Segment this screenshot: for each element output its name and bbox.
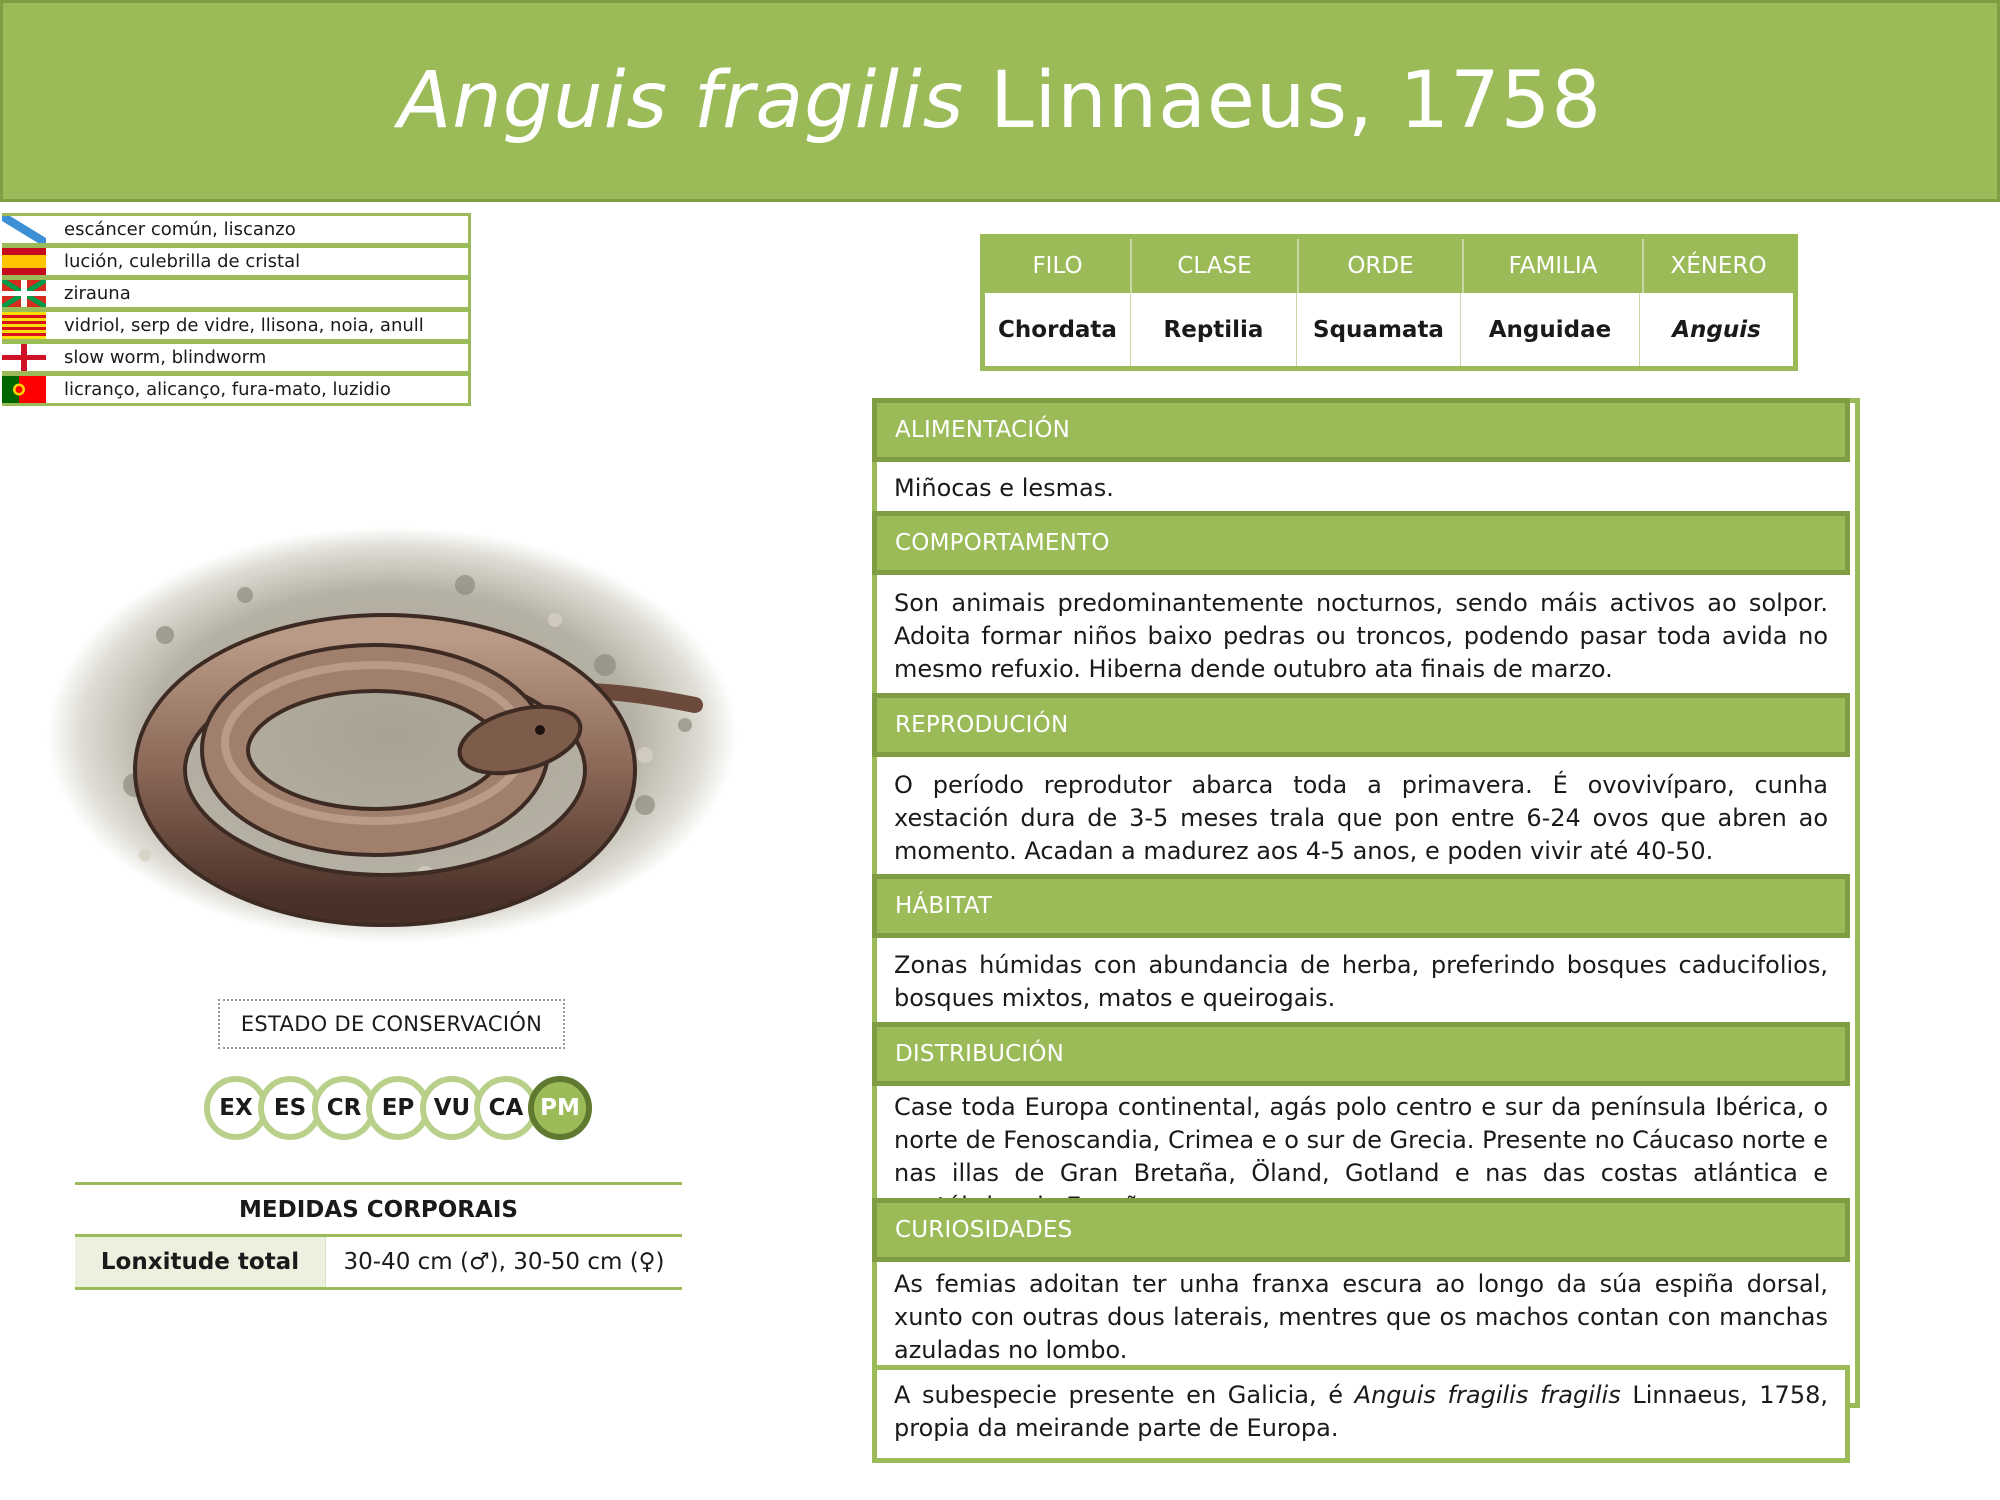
- title-banner: [0, 0, 2000, 202]
- section-header-reproducion: REPRODUCIÓN: [872, 693, 1850, 757]
- basque-flag-icon: [2, 280, 46, 307]
- catalonia-flag-icon: [2, 312, 46, 339]
- section-text-alimentacion: Miñocas e lesmas.: [894, 474, 1114, 502]
- section-header-distribucion: DISTRIBUCIÓN: [872, 1022, 1850, 1086]
- status-badge-cr: CR: [312, 1076, 376, 1140]
- status-badge-vu: VU: [420, 1076, 484, 1140]
- subspecies-name: Anguis fragilis fragilis: [1354, 1381, 1621, 1409]
- section-header-comportamento: COMPORTAMENTO: [872, 511, 1850, 575]
- body-measures-title: MEDIDAS CORPORAIS: [75, 1182, 682, 1234]
- taxonomy-value: Anguidae: [1461, 293, 1640, 366]
- status-badge-ca: CA: [474, 1076, 538, 1140]
- section-text-reproducion: O período reprodutor abarca toda a primavera. É ovovivíparo, cunha xestación dura de 3-5 meses trala que pon entre 6-24 ovos que abren ao momento. Acadan a madurez aos 4-5 anos, e poden vivir até 40-50.: [894, 771, 1828, 865]
- status-badge-es: ES: [258, 1076, 322, 1140]
- section-text-habitat: Zonas húmidas con abundancia de herba, preferindo bosques caducifolios, bosques mixtos, matos e queirogais.: [894, 951, 1828, 1012]
- taxonomy-header: FAMILIA: [1464, 239, 1644, 293]
- taxonomy-header: FILO: [985, 239, 1132, 293]
- common-name-text: vidriol, serp de vidre, llisona, noia, anull: [64, 315, 424, 336]
- spain-flag-icon: [2, 248, 46, 275]
- species-authority: Linnaeus, 1758: [990, 56, 1603, 146]
- status-badge-pm: PM: [528, 1076, 592, 1140]
- taxonomy-value: Anguis: [1672, 316, 1761, 343]
- common-name-text: lución, culebrilla de cristal: [64, 251, 301, 272]
- conservation-label: ESTADO DE CONSERVACIÓN: [218, 999, 565, 1049]
- common-name-row: [2, 245, 471, 278]
- taxonomy-value: Chordata: [985, 293, 1131, 366]
- page-title: [398, 56, 1602, 146]
- section-header-habitat: HÁBITAT: [872, 874, 1850, 938]
- common-name-row: [2, 277, 471, 310]
- taxonomy-table: [980, 234, 1798, 371]
- section-text-comportamento: Son animais predominantemente nocturnos, sendo máis activos ao solpor. Adoita formar niños baixo pedras ou troncos, podendo pasar toda avida no mesmo refuxio. Hiberna dende outubro ata finais de marzo.: [894, 589, 1828, 683]
- body-measures-row: [75, 1234, 682, 1290]
- common-name-text: licranço, alicanço, fura-mato, luzidio: [64, 379, 391, 400]
- measure-value: 30-40 cm (♂), 30-50 cm (♀): [325, 1237, 682, 1287]
- taxonomy-value: Reptilia: [1131, 293, 1297, 366]
- section-header-alimentacion: ALIMENTACIÓN: [872, 398, 1850, 462]
- portugal-flag-icon: [2, 376, 46, 403]
- note-text-before: A subespecie presente en Galicia, é: [894, 1381, 1355, 1409]
- taxonomy-header: CLASE: [1132, 239, 1299, 293]
- note-text-after: Linnaeus, 1758, propia da meirande parte de Europa.: [894, 1381, 1828, 1442]
- common-name-row: [2, 309, 471, 342]
- section-text-distribucion: Case toda Europa continental, agás polo centro e sur da península Ibérica, o norte de Fenoscandia, Crimea e o sur de Grecia. Presente no Cáucaso norte e nas illas de Gran Bretaña, Öland, Gotland e nas das costas atlántica e: [894, 1093, 1828, 1187]
- status-badge-ep: EP: [366, 1076, 430, 1140]
- common-name-text: escáncer común, liscanzo: [64, 219, 296, 240]
- common-name-row: [2, 373, 471, 406]
- england-flag-icon: [2, 344, 46, 371]
- taxonomy-value: Squamata: [1297, 293, 1461, 366]
- common-name-text: zirauna: [64, 283, 131, 304]
- taxonomy-header-row: [985, 239, 1793, 293]
- species-name: Anguis fragilis: [397, 56, 965, 146]
- taxonomy-value-row: [985, 293, 1793, 366]
- subspecies-note: [894, 1379, 1828, 1445]
- taxonomy-header: ORDE: [1299, 239, 1464, 293]
- species-photo: [45, 525, 740, 945]
- status-badge-ex: EX: [204, 1076, 268, 1140]
- section-header-curiosidades: CURIOSIDADES: [872, 1198, 1850, 1262]
- galicia-flag-icon: [2, 216, 46, 243]
- common-name-row: [2, 213, 471, 246]
- section-text-curiosidades: As femias adoitan ter unha franxa escura ao longo da súa espiña dorsal, xunto con outras dous laterais, mentres que os machos contan con manchas azuladas no lombo.: [894, 1270, 1828, 1364]
- common-name-text: slow worm, blindworm: [64, 347, 267, 368]
- taxonomy-header: XÉNERO: [1670, 253, 1767, 279]
- common-name-row: [2, 341, 471, 374]
- measure-key: Lonxitude total: [75, 1237, 325, 1287]
